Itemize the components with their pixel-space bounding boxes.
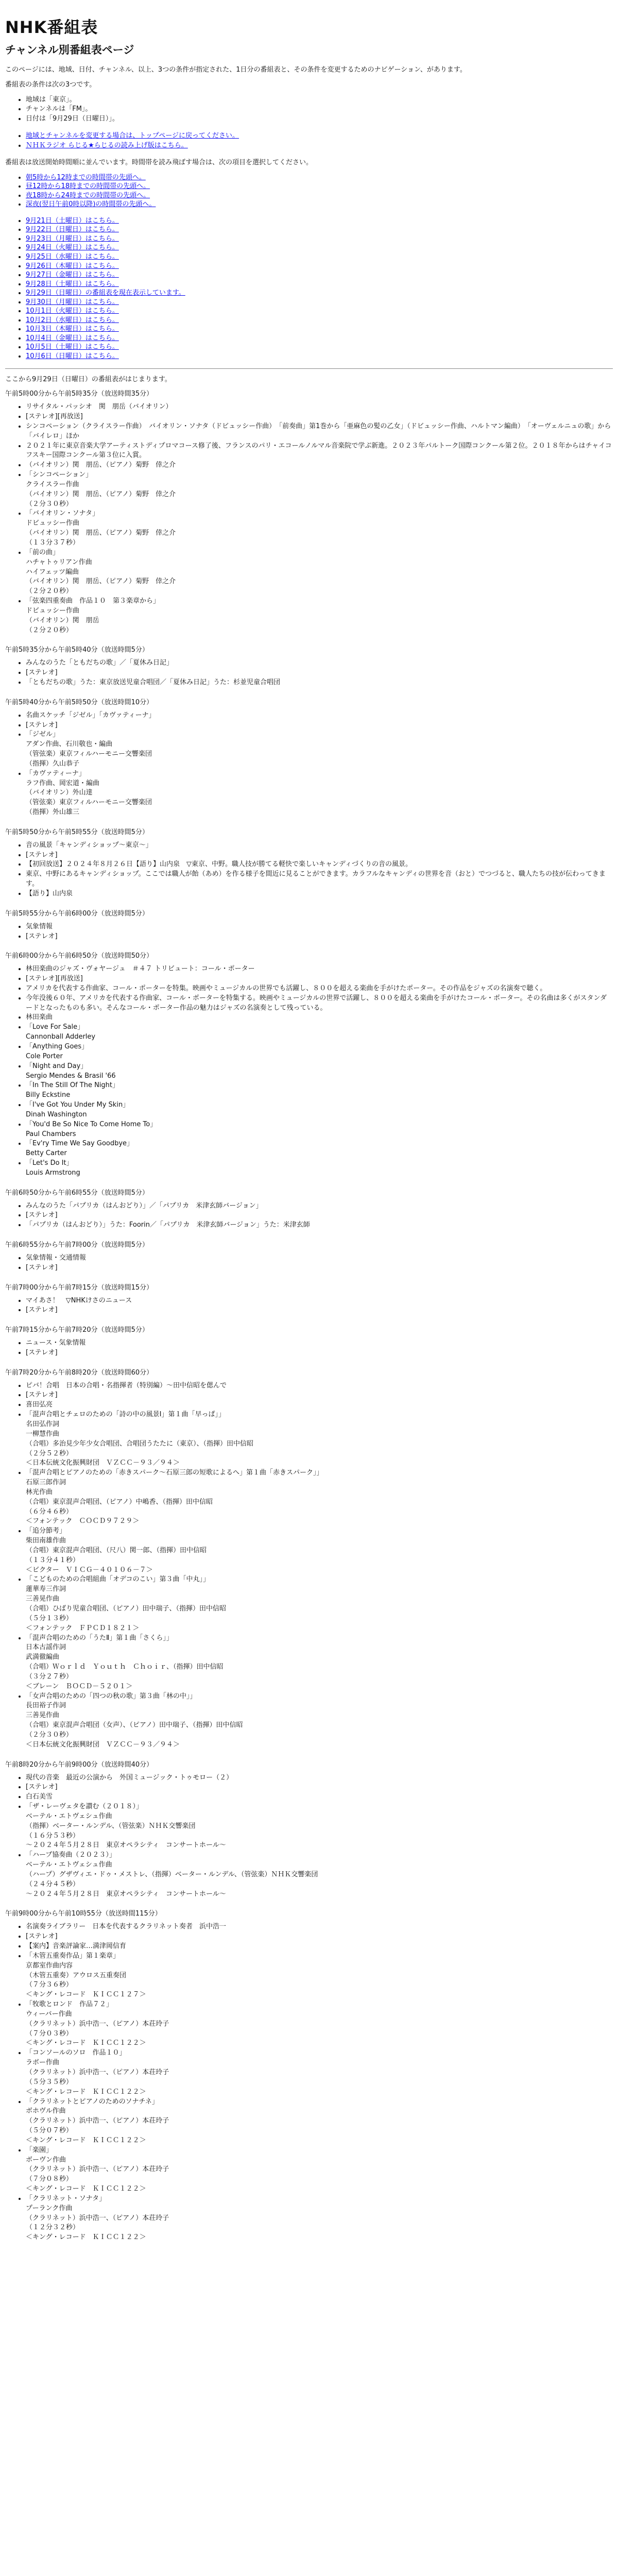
- program-time: 午前5時40分から午前5時50分（放送時間10分）: [5, 698, 153, 706]
- program-detail: • 喜田弘亮: [26, 1400, 613, 1410]
- program-details: [5, 658, 613, 688]
- date-link[interactable]: 9月29日（日曜日）の番組表を現在表示しています。: [26, 289, 185, 297]
- program-block: [5, 1909, 613, 2243]
- jump-afternoon-link[interactable]: 昼12時から18時までの時間帯の先頭へ。: [26, 182, 150, 191]
- program-detail: • 「混声合唱のための「うたⅡ」第１曲「さくら」」 日本古謡作詞 武満徹編曲 （合唱）Ｗｏｒｌｄ Ｙｏｕｔｈ Ｃｈｏｉｒ、（指揮）田中信昭 （３分２７秒） ＜ブレーン ＢＯＣＤ－５２０１＞: [26, 1634, 613, 1692]
- program-detail: • 「Anything Goes」 Cole Porter: [26, 1042, 613, 1062]
- program-detail: • 「カヴァティーナ」 ラフ作曲、岡宏道・編曲 （バイオリン）外山達 （管弦楽）東京フィルハーモニー交響楽団 （指揮）外山雄三: [26, 769, 613, 818]
- date-link[interactable]: 10月1日（火曜日）はこちら。: [26, 307, 119, 315]
- jump-morning-link[interactable]: 朝5時から12時までの時間帯の先頭へ。: [26, 173, 146, 181]
- program-detail: • 「シンコペーション」 クライスラー作曲 （バイオリン）関 朋岳、（ピアノ）菊野 倖之介 （２分３０秒）: [26, 470, 613, 509]
- condition-link-item: [26, 141, 613, 151]
- date-nav-item: [26, 307, 613, 316]
- program-detail: • 林田楽曲のジャズ・ヴォヤージュ ＃４７ トリビュート：コール・ポーター: [26, 964, 613, 974]
- program-block: [5, 698, 613, 818]
- program-detail: • 「ザ・レーヴェタを讃む（２０１８）」 ベーテル・エトヴェシュ作曲 （指揮）ベーター・ルンデル、（管弦楽）ＮＨＫ交響楽団 （１６分５３秒） ～２０２４年５月２８日 東京オペラシティ コンサートホール～: [26, 1802, 613, 1851]
- program-detail: • [ステレオ]: [26, 851, 613, 860]
- program-block: [5, 1189, 613, 1230]
- program-detail: • 「前の曲」 ハチャトゥリアン作曲 ハイフェッツ編曲 （バイオリン）関 朋岳、（ピアノ）菊野 倖之介 （２分２０秒）: [26, 548, 613, 597]
- program-time: 午前9時00分から午前10時55分（放送時間115分）: [5, 1910, 162, 1918]
- program-time: 午前8時20分から午前9時00分（放送時間40分）: [5, 1760, 153, 1769]
- program-detail: • 「Love For Sale」 Cannonball Adderley: [26, 1023, 613, 1042]
- date-nav-item: [26, 289, 613, 298]
- program-detail: • 気象情報・交通情報: [26, 1253, 613, 1263]
- date-link[interactable]: 9月23日（月曜日）はこちら。: [26, 234, 119, 243]
- time-nav-heading: 番組表は放送開始時間順に並んでいます。時間帯を読み飛ばす場合は、次の項目を選択してください。: [5, 158, 313, 166]
- date-link[interactable]: 9月28日（土曜日）はこちら。: [26, 280, 119, 288]
- time-nav-item: [26, 191, 613, 200]
- date-link[interactable]: 10月5日（土曜日）はこちら。: [26, 343, 119, 351]
- jump-late-night-link[interactable]: 深夜(翌日午前0時以降)の時間帯の先頭へ。: [26, 200, 156, 209]
- program-list: [5, 389, 613, 2243]
- program-time: 午前5時35分から午前5時40分（放送時間5分）: [5, 646, 149, 654]
- program-detail: • 「混声合唱とチェロのための「詩の中の風景Ⅰ」第１曲「早っぱ」」 名田弘作詞 一柳慧作曲 （合唱）多治見少年少女合唱団、合唱団うたたに（東京）、（指揮）田中信昭 （２分５２秒） ＜日本伝統文化振興財団 ＶＺＣＣ－９３／９４＞: [26, 1410, 613, 1468]
- program-details: [5, 1338, 613, 1358]
- program-detail: • （バイオリン）関 朋岳、（ピアノ）菊野 倖之介: [26, 461, 613, 470]
- program-detail: • ピバ！合唱 日本の合唱・名指揮者（特別編）〜田中信昭を偲んで: [26, 1381, 613, 1391]
- date-link[interactable]: 9月21日（土曜日）はこちら。: [26, 216, 119, 225]
- date-nav-list: [5, 216, 613, 361]
- date-nav-item: [26, 234, 613, 244]
- program-detail: • 音の風景「キャンディショップ〜東京〜」: [26, 841, 613, 851]
- program-detail: • [ステレオ]: [26, 1391, 613, 1400]
- program-time: 午前7時00分から午前7時15分（放送時間15分）: [5, 1283, 153, 1292]
- condition-item: • 地域は「東京」。: [26, 95, 613, 105]
- program-detail: • ２０２１年に東京音楽大学アーティストディプロマコース修了後、フランスのパリ・エコールノルマル音楽院で学ぶ新進。２０２３年パルトーク国際コンクール第２位。２０１８年からはチャイコフスキー国際コンクール第３位に入賞。: [26, 442, 613, 461]
- schedule-intro: ここから9月29日（日曜日）の番組表がはじまります。: [5, 375, 171, 383]
- jump-evening-link[interactable]: 夜18時から24時までの時間帯の先頭へ。: [26, 191, 150, 199]
- back-to-top-link[interactable]: 地域とチャンネルを変更する場合は、トップページに戻ってください。: [26, 132, 239, 140]
- date-nav-item: [26, 352, 613, 361]
- date-nav-item: [26, 262, 613, 271]
- date-nav-item: [26, 316, 613, 325]
- site-title: NHK番組表: [5, 18, 98, 37]
- program-detail: • みんなのうた「パプリカ（はんおどり）」／「パプリカ 米津玄師バージョン」: [26, 1201, 613, 1211]
- program-detail: • シンコペーション（クライスラー作曲） バイオリン・ソナタ（ドビュッシー作曲） 「前奏曲」第1巻から「亜麻色の髪の乙女」（ドビュッシー作曲、ハルトマン編曲） 「オーヴェルニュの歌」から「バイレロ」ほか: [26, 422, 613, 442]
- program-detail: • [ステレオ][再放送]: [26, 412, 613, 422]
- program-detail: • 「追分節考」 柴田南雄作曲 （合唱）東京混声合唱団、（尺八）関一郎、（指揮）田中信昭 （１３分４１秒） ＜ビクター ＶＩＣＧ－４０１０６－７＞: [26, 1527, 613, 1575]
- program-detail: • 「混声合唱とピアノのための「赤きスパーク～石原三郎の短歌によるへ」第１曲「赤きスパーク」」 石原三郎作詞 林光作曲 （合唱）東京混声合唱団、（ピアノ）中嶋香、（指揮）田中信昭 （６分４６秒） ＜フォンテック ＣＯＣＤ９７２９＞: [26, 1468, 613, 1527]
- date-link[interactable]: 10月4日（金曜日）はこちら。: [26, 334, 119, 342]
- time-nav-item: [26, 182, 613, 191]
- program-detail: • 林田楽曲: [26, 1013, 613, 1023]
- program-detail: • 気象情報: [26, 922, 613, 932]
- page: [0, 15, 618, 2274]
- program-detail: • 「I've Got You Under My Skin」 Dinah Washington: [26, 1100, 613, 1120]
- divider: [5, 368, 613, 369]
- program-detail: • マイあさ！ ▽NHKけさのニュース: [26, 1296, 613, 1306]
- program-detail: • 「クラリネット・ソナタ」 プーランク作曲 （クラリネット）浜中浩一、（ピアノ）本荘玲子 （１２分３２秒） ＜キング・レコード ＫＩＣＣ１２２＞: [26, 2194, 613, 2243]
- date-link[interactable]: 9月26日（木曜日）はこちら。: [26, 262, 119, 270]
- radiru-link[interactable]: ＮＨＫラジオ らじる★らじるの読み上げ版はこちら。: [26, 141, 188, 149]
- program-detail: • [ステレオ]: [26, 668, 613, 678]
- program-detail: • 名演奏ライブラリー 日本を代表するクラリネット奏者 浜中浩一: [26, 1922, 613, 1932]
- condition-item: • 日付は「9月29日（日曜日）」。: [26, 114, 613, 124]
- program-detail: • 「In The Still Of The Night」 Billy Eckstine: [26, 1081, 613, 1100]
- program-detail: • [ステレオ]: [26, 1783, 613, 1792]
- program-block: [5, 646, 613, 687]
- program-detail: • 「こどものための合唱組曲「オデコのこい」第３曲「中丸」」 蓮華寿三作詞 三善晃作曲 （合唱）ひばり児童合唱団、（ピアノ）田中瑞子、（指揮）田中信昭 （５分１３秒） ＜フォンテック ＦＰＣＤ１８２１＞: [26, 1575, 613, 1633]
- program-detail: • 「パプリカ（はんおどり）」うた：Foorin／「パプリカ 米津玄師バージョン」うた：米津玄師: [26, 1221, 613, 1230]
- program-detail: • 今年没後６０年、アメリカを代表する作曲家、コール・ポーターを特集する。映画やミュージカルの世界で活躍し、８００を超える楽曲を手がけたコール・ポーター。その名曲は多くがスタンダードとなったものも多い。そんなコール・ポーター作品の魅力はジャズの名演奏として残っている。: [26, 994, 613, 1013]
- date-link[interactable]: 9月30日（月曜日）はこちら。: [26, 298, 119, 306]
- program-detail: • [ステレオ]: [26, 1263, 613, 1273]
- date-nav-item: [26, 225, 613, 234]
- program-block: [5, 909, 613, 942]
- program-detail: • [ステレオ][再放送]: [26, 974, 613, 984]
- program-detail: • 「コンソールのソロ 作品１０」 ラボー作曲 （クラリネット）浜中浩一、（ピアノ）本荘玲子 （５分３５秒） ＜キング・レコード ＫＩＣＣ１２２＞: [26, 2048, 613, 2097]
- page-title: チャンネル別番組表ページ: [5, 44, 134, 57]
- condition-item: • チャンネルは「FM」。: [26, 105, 613, 114]
- condition-link-item: [26, 131, 613, 141]
- date-link[interactable]: 10月2日（水曜日）はこちら。: [26, 316, 119, 324]
- program-details: [5, 841, 613, 899]
- program-detail: • 【案内】音楽評論家…満津岡信育: [26, 1942, 613, 1952]
- conditions-heading: 番組表の条件は次の3つです。: [5, 80, 96, 89]
- program-detail: • 「牧歌とロンド 作品７２」 ウィーバー作曲 （クラリネット）浜中浩一、（ピアノ）本荘玲子 （７分０３秒） ＜キング・レコード ＫＩＣＣ１２２＞: [26, 2000, 613, 2048]
- program-time: 午前6時50分から午前6時55分（放送時間5分）: [5, 1189, 149, 1197]
- intro-text: このページには、地域、日付、チャンネル、以上、3つの条件が指定された、1日分の番組表と、その条件を変更するためのナビゲーション、があります。: [5, 65, 467, 74]
- program-details: [5, 1253, 613, 1273]
- program-details: [5, 1381, 613, 1750]
- conditions-links: [5, 131, 613, 151]
- program-detail: • [ステレオ]: [26, 1306, 613, 1315]
- date-nav-item: [26, 298, 613, 307]
- date-nav-item: [26, 280, 613, 289]
- program-detail: • 「弦楽四重奏曲 作品１０ 第３楽章から」 ドビュッシー作曲 （バイオリン）関 朋岳 （２分２０秒）: [26, 597, 613, 635]
- date-nav-item: [26, 334, 613, 343]
- time-nav-list: [5, 173, 613, 209]
- program-block: [5, 1241, 613, 1273]
- date-nav-item: [26, 270, 613, 280]
- date-link[interactable]: 10月3日（木曜日）はこちら。: [26, 325, 119, 333]
- program-detail: • 「Ev'ry Time We Say Goodbye」 Betty Carter: [26, 1139, 613, 1159]
- date-nav-item: [26, 343, 613, 352]
- program-details: [5, 964, 613, 1178]
- program-detail: • 【語り】山内泉: [26, 889, 613, 899]
- program-detail: • 「楽園」 ボーヴン作曲 （クラリネット）浜中浩一、（ピアノ）本荘玲子 （７分０８秒） ＜キング・レコード ＫＩＣＣ１２２＞: [26, 2146, 613, 2194]
- program-time: 午前5時50分から午前5時55分（放送時間5分）: [5, 828, 149, 836]
- program-detail: • [ステレオ]: [26, 1348, 613, 1358]
- program-time: 午前6時55分から午前7時00分（放送時間5分）: [5, 1241, 149, 1249]
- program-block: [5, 1283, 613, 1316]
- program-details: [5, 1773, 613, 1900]
- time-nav-item: [26, 200, 613, 209]
- program-time: 午前6時00分から午前6時50分（放送時間50分）: [5, 952, 153, 960]
- conditions-list: [5, 95, 613, 125]
- program-details: [5, 922, 613, 942]
- program-detail: • [ステレオ]: [26, 1211, 613, 1221]
- program-detail: • 名曲スケッチ「ジゼル」「カヴァティーナ」: [26, 711, 613, 721]
- program-detail: • 「You'd Be So Nice To Come Home To」 Paul Chambers: [26, 1120, 613, 1140]
- program-time: 午前7時20分から午前8時20分（放送時間60分）: [5, 1368, 153, 1377]
- program-detail: • [ステレオ]: [26, 1932, 613, 1942]
- date-link[interactable]: 9月22日（日曜日）はこちら。: [26, 226, 119, 234]
- date-nav-item: [26, 243, 613, 252]
- program-detail: • リサイタル・パッシオ 関 朋岳（バイオリン）: [26, 402, 613, 412]
- date-link[interactable]: 9月25日（水曜日）はこちら。: [26, 252, 119, 261]
- program-detail: • アメリカを代表する作曲家、コール・ポーターを特集。映画やミュージカルの世界でも活躍し、８００を超える楽曲を手がけたポーター。その作品をジャズの名演奏で聴く。: [26, 984, 613, 994]
- program-detail: • 「クラリネットとピアノのためのソナチネ」 ボホヴル作曲 （クラリネット）浜中浩一、（ピアノ）本荘玲子 （５分０７秒） ＜キング・レコード ＫＩＣＣ１２２＞: [26, 2097, 613, 2146]
- program-detail: • 現代の音楽 最近の公演から 外国ミュージック・トゥモロー（２）: [26, 1773, 613, 1783]
- program-detail: • 「ハープ協奏曲（２０２３）」 ベーテル・エトヴェシュ作曲 （ハープ）グザヴィエ・ドゥ・メストレ、（指揮）ベーター・ルンデル、（管弦楽）ＮＨＫ交響楽団 （２４分４５秒） ～２０２４年５月２８日 東京オペラシティ コンサートホール～: [26, 1851, 613, 1899]
- program-block: [5, 1326, 613, 1358]
- time-nav-item: [26, 173, 613, 182]
- program-time: 午前7時15分から午前7時20分（放送時間5分）: [5, 1326, 149, 1334]
- date-link[interactable]: 10月6日（日曜日）はこちら。: [26, 352, 119, 360]
- date-nav-item: [26, 252, 613, 262]
- program-detail: • 「バイオリン・ソナタ」 ドビュッシー作曲 （バイオリン）関 朋岳、（ピアノ）菊野 倖之介 （１３分３７秒）: [26, 509, 613, 548]
- program-details: [5, 402, 613, 635]
- program-block: [5, 952, 613, 1178]
- date-nav-item: [26, 216, 613, 226]
- program-details: [5, 1296, 613, 1316]
- date-link[interactable]: 9月27日（金曜日）はこちら。: [26, 271, 119, 279]
- program-time: 午前5時00分から午前5時35分（放送時間35分）: [5, 390, 153, 398]
- program-detail: • 白石美雪: [26, 1792, 613, 1802]
- program-detail: • 「ジゼル」 アダン作曲、石川敬也・編曲 （管弦楽）東京フィルハーモニー交響楽団 （指揮）久山恭子: [26, 730, 613, 769]
- program-detail: • 【初回放送】２０２４年８月２６日【語り】山内泉 ▽東京、中野。職人技が勝てる軽快で楽しいキャンディづくりの音の風景。: [26, 860, 613, 870]
- program-details: [5, 1201, 613, 1231]
- date-link[interactable]: 9月24日（火曜日）はこちら。: [26, 244, 119, 252]
- program-detail: • 「女声合唱のための「四つの秋の歌」第３曲「林の中」」 長田裕子作詞 三善晃作曲 （合唱）東京混声合唱団（女声）、（ピアノ）田中瑞子、（指揮）田中信昭 （２分３０秒） ＜日本伝統文化振興財団 ＶＺＣＣ－９３／９４＞: [26, 1692, 613, 1750]
- program-block: [5, 389, 613, 635]
- program-time: 午前5時55分から午前6時00分（放送時間5分）: [5, 909, 149, 918]
- program-detail: • 「木管五重奏作品」第１楽章」 京都室作曲内容 （木管五重奏）アウロス五重奏団 （７分３６秒） ＜キング・レコード ＫＩＣＣ１２７＞: [26, 1952, 613, 2000]
- program-detail: • [ステレオ]: [26, 721, 613, 731]
- program-block: [5, 1368, 613, 1750]
- program-detail: • 「Let's Do It」 Louis Armstrong: [26, 1159, 613, 1178]
- program-detail: • みんなのうた「ともだちの歌」／「夏休み日記」: [26, 658, 613, 668]
- program-block: [5, 828, 613, 899]
- program-detail: • 「ともだちの歌」うた：東京放送児童合唱団／「夏休み日記」うた：杉並児童合唱団: [26, 678, 613, 688]
- program-details: [5, 1922, 613, 2243]
- program-detail: • ニュース・気象情報: [26, 1338, 613, 1348]
- program-detail: • [ステレオ]: [26, 932, 613, 942]
- program-block: [5, 1760, 613, 1900]
- date-nav-item: [26, 325, 613, 334]
- program-detail: • 「Night and Day」 Sergio Mendes & Brasil '66: [26, 1062, 613, 1081]
- program-details: [5, 711, 613, 818]
- program-detail: • 東京、中野にあるキャンディショップ。ここでは職人が飴（あめ）を作る様子を間近に見ることができます。カラフルなキャンディの世界を音（おと）でつづると、職人たちの技が伝わってきます。: [26, 870, 613, 889]
